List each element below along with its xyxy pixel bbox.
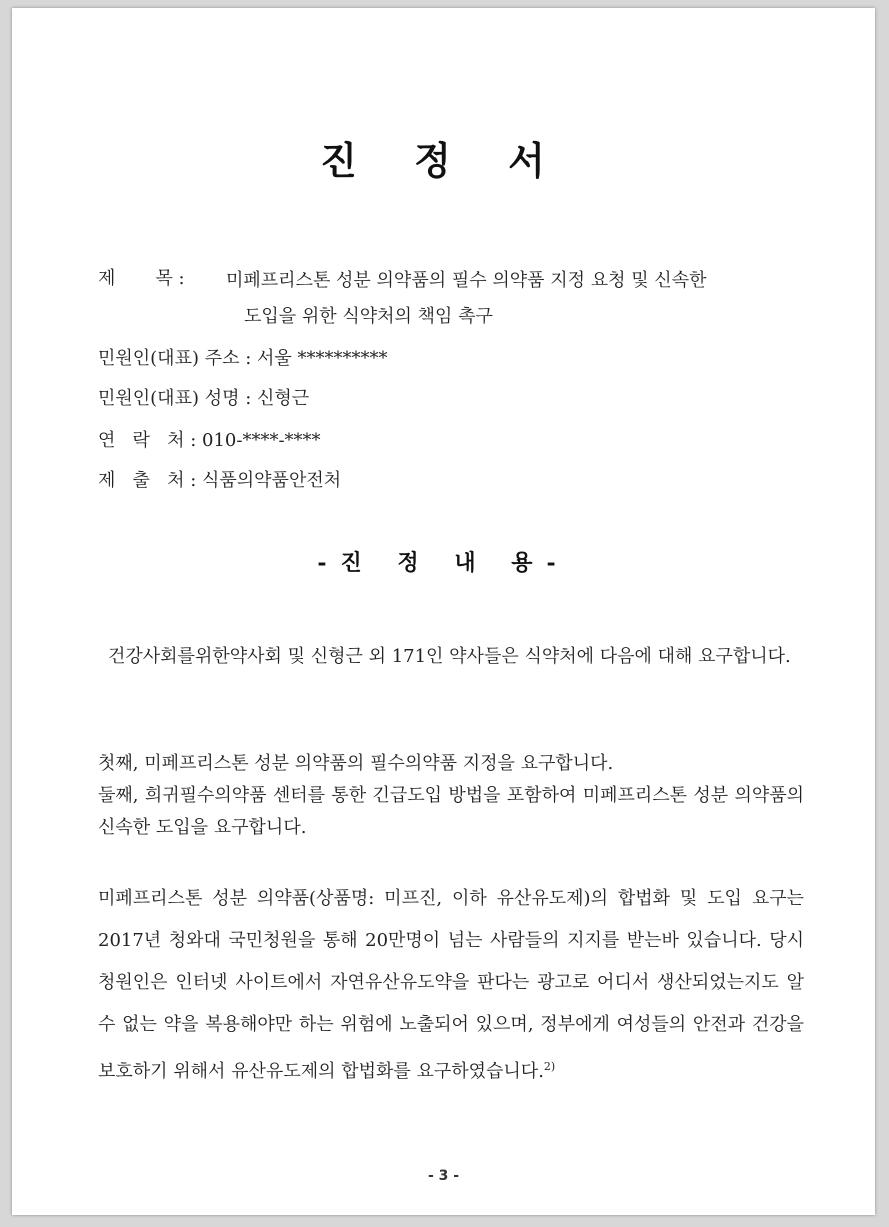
- footnote-reference[interactable]: 2): [543, 1060, 556, 1073]
- background-text: 미페프리스톤 성분 의약품(상품명: 미프진, 이하 유산유도제)의 합법화 및 도입 요구는 2017년 청와대 국민청원을 통해 20만명이 넘는 사람들의 지지를 받는바 있습니다. 당시 청원인은 인터넷 사이트에서 자연유산유도약을 판다는 광고로 어디서 생산되었는지도 알 수 없는 약을 복용해야만 하는 위험에 노출되어 있으며, 정부에게 여성들의 안전과 건강을 보호하기 위해서 유산유도제의 합법화를 요구하였습니다.: [98, 888, 804, 1082]
- demand-first: 첫째, 미페프리스톤 성분 의약품의 필수의약품 지정을 요구합니다.: [98, 753, 614, 774]
- section-heading: -진 정 내 용-: [317, 550, 570, 576]
- recipient-agency: 제 출 처 : 식품의약품안전처: [98, 470, 342, 491]
- demand-second: 둘째, 희귀필수의약품 센터를 통한 긴급도입 방법을 포함하여 미페프리스톤 성분 의약품의 신속한 도입을 요구합니다.: [98, 785, 804, 838]
- page-number: - 3 -: [427, 1168, 460, 1184]
- petitioner-address: 민원인(대표) 주소 : 서울 **********: [98, 348, 388, 369]
- demands-paragraph: [98, 748, 804, 844]
- subject-line-2: 도입을 위한 식약처의 책임 촉구: [244, 306, 493, 327]
- document-title: 진 정 서: [320, 138, 567, 183]
- document-page: [12, 8, 875, 1215]
- subject-line-1: 미페프리스톤 성분 의약품의 필수 의약품 지정 요청 및 신속한: [226, 270, 707, 291]
- subject-label: 제 목 :: [98, 268, 185, 289]
- petitioner-name: 민원인(대표) 성명 : 신형근: [98, 388, 310, 409]
- background-paragraph: [98, 878, 804, 1093]
- contact-number: 연 락 처 : 010-****-****: [98, 430, 321, 451]
- intro-paragraph: 건강사회를위한약사회 및 신형근 외 171인 약사들은 식약처에 다음에 대해 요구합니다.: [108, 646, 791, 667]
